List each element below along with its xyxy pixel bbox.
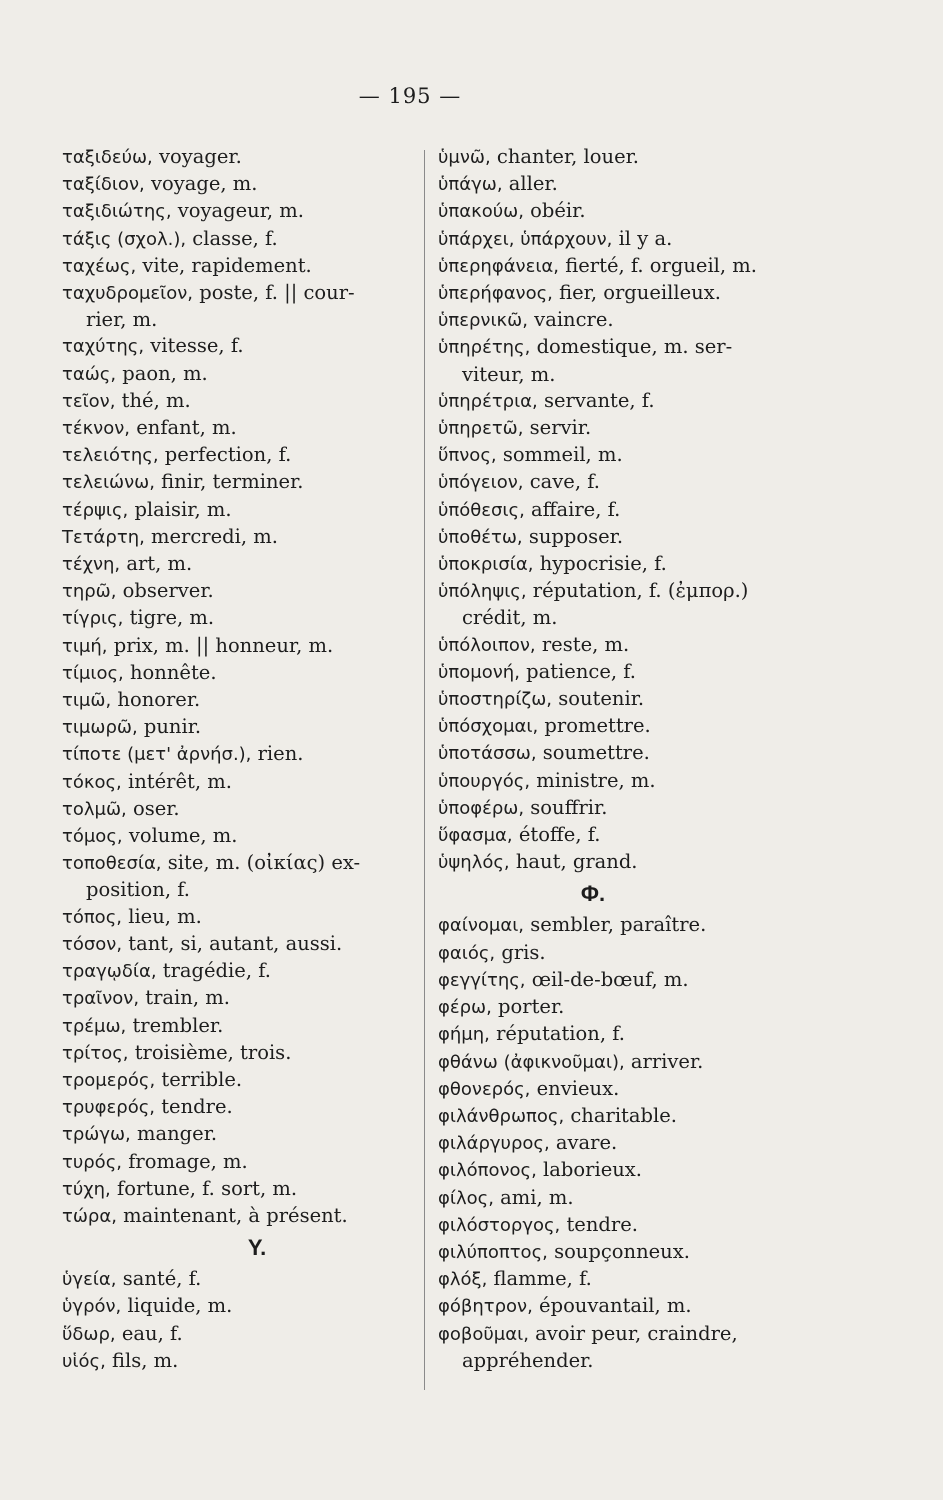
definition-continuation: rier, m. — [86, 308, 158, 332]
french-definition: vite, rapidement. — [142, 253, 312, 277]
greek-headword: τέρψις, — [62, 499, 129, 521]
french-definition: rien. — [257, 742, 304, 766]
greek-headword: τόπος, — [62, 906, 122, 928]
dictionary-entry — [438, 1049, 828, 1076]
dictionary-entry — [438, 415, 828, 442]
greek-headword: ταξίδιον, — [62, 174, 145, 196]
greek-headword: φήμη, — [438, 1024, 490, 1046]
dictionary-entry — [438, 1212, 828, 1239]
dictionary-entry — [438, 144, 828, 171]
dictionary-entry — [438, 280, 828, 307]
greek-headword: τάξις (σχολ.), — [62, 228, 187, 250]
greek-headword: ταξιδεύω, — [62, 147, 153, 168]
french-definition: tendre. — [161, 1095, 233, 1119]
greek-headword: ὑπόθεσις, — [438, 499, 525, 521]
dictionary-entry — [62, 1266, 412, 1293]
dictionary-entry — [438, 1076, 828, 1103]
french-definition: tant, si, autant, aussi. — [128, 931, 343, 955]
dictionary-entry — [62, 741, 412, 768]
greek-headword: τίποτε (μετ' ἀρνήσ.), — [62, 744, 252, 766]
greek-headword: ὑποκρισία, — [438, 554, 534, 576]
greek-headword: τηρῶ, — [62, 581, 117, 603]
right-column — [438, 144, 828, 1374]
dictionary-entry — [438, 388, 828, 415]
dictionary-entry — [438, 994, 828, 1021]
greek-headword: ταχέως, — [62, 255, 137, 277]
dictionary-entry — [62, 226, 412, 253]
dictionary-entry — [438, 1130, 828, 1157]
greek-headword: ὑποθέτω, — [438, 526, 523, 548]
dictionary-entry — [62, 253, 412, 280]
dictionary-entry — [438, 198, 828, 225]
dictionary-entry — [438, 334, 828, 387]
french-definition: charitable. — [570, 1103, 677, 1127]
french-definition: servante, f. — [543, 388, 655, 412]
french-definition: œil-de-bœuf, m. — [531, 967, 689, 991]
french-definition: tigre, m. — [129, 606, 215, 630]
dictionary-entry — [62, 280, 412, 333]
dictionary-entry — [62, 605, 412, 632]
greek-headword: ὑπηρέτρια, — [438, 390, 538, 412]
greek-headword: τυρός, — [62, 1151, 122, 1173]
dictionary-entry — [62, 1040, 412, 1067]
dictionary-entry — [438, 551, 828, 578]
greek-headword: ὑπερήφανος, — [438, 283, 553, 305]
french-definition: trembler. — [132, 1013, 224, 1037]
dictionary-entry — [62, 333, 412, 360]
french-definition: envieux. — [536, 1076, 620, 1100]
dictionary-entry — [62, 1293, 412, 1320]
greek-headword: τρώγω, — [62, 1124, 131, 1146]
greek-headword: τρέμω, — [62, 1015, 127, 1037]
dictionary-entry — [62, 769, 412, 796]
greek-headword: ὕδωρ, — [62, 1323, 116, 1345]
french-definition: train, m. — [145, 986, 230, 1010]
french-definition: soumettre. — [542, 741, 650, 765]
french-definition: perfection, f. — [164, 443, 292, 467]
french-definition: voyageur, m. — [177, 199, 304, 223]
french-definition: avoir peur, craindre, — [535, 1321, 738, 1345]
french-definition: cave, f. — [529, 470, 600, 494]
greek-headword: τελειότης, — [62, 445, 159, 467]
greek-headword: φοβοῦμαι, — [438, 1323, 529, 1345]
french-definition: patience, f. — [526, 659, 636, 683]
greek-headword: τολμῶ, — [62, 798, 127, 820]
french-definition: tragédie, f. — [162, 959, 271, 983]
french-definition: sommeil, m. — [502, 443, 623, 467]
french-definition: affaire, f. — [531, 497, 621, 521]
french-definition: laborieux. — [543, 1158, 642, 1182]
greek-headword: ὑπηρετῶ, — [438, 418, 524, 440]
dictionary-entry — [438, 469, 828, 496]
left-column — [62, 144, 412, 1375]
french-definition: liquide, m. — [127, 1294, 233, 1318]
dictionary-entry — [62, 1176, 412, 1203]
dictionary-entry — [438, 1321, 828, 1374]
greek-headword: τέχνη, — [62, 554, 121, 576]
french-definition: flamme, f. — [493, 1267, 592, 1291]
greek-headword: ὑγεία, — [62, 1269, 117, 1291]
french-definition: honnête. — [129, 660, 217, 684]
dictionary-entry — [438, 632, 828, 659]
french-definition: chanter, louer. — [496, 145, 639, 168]
dictionary-entry — [438, 940, 828, 967]
dictionary-entry — [438, 713, 828, 740]
greek-headword: ταχύτης, — [62, 336, 145, 358]
greek-headword: ὑπόσχομαι, — [438, 716, 539, 738]
french-definition: site, m. (οἰκίας) ex- — [167, 851, 361, 875]
greek-headword: φέρω, — [438, 997, 492, 1019]
dictionary-entry — [62, 1321, 412, 1348]
greek-headword: ταχυδρομεῖον, — [62, 283, 194, 305]
greek-headword: φίλος, — [438, 1187, 494, 1209]
french-definition: intérêt, m. — [127, 769, 232, 793]
section-letter-phi: Φ. — [580, 881, 606, 907]
greek-headword: ὑπόλοιπον, — [438, 634, 536, 656]
greek-headword: φλόξ, — [438, 1269, 488, 1291]
greek-headword: ὑπηρέτης, — [438, 337, 531, 359]
dictionary-entry — [62, 469, 412, 496]
french-definition: fierté, f. orgueil, m. — [565, 253, 757, 277]
french-definition: voyage, m. — [150, 172, 258, 196]
french-definition: porter. — [498, 995, 565, 1019]
french-definition: étoffe, f. — [518, 823, 601, 847]
dictionary-entry — [62, 985, 412, 1012]
dictionary-entry — [62, 1149, 412, 1176]
french-definition: hypocrisie, f. — [539, 552, 667, 576]
french-definition: troisième, trois. — [134, 1040, 292, 1064]
dictionary-entry — [438, 171, 828, 198]
greek-headword: φιλόπονος, — [438, 1160, 537, 1182]
dictionary-entry — [62, 958, 412, 985]
dictionary-entry — [62, 578, 412, 605]
dictionary-entry — [62, 551, 412, 578]
french-definition: souffrir. — [530, 795, 608, 819]
dictionary-entry — [438, 253, 828, 280]
section-letter-upsilon: Υ. — [247, 1235, 267, 1261]
greek-headword: ὑποτάσσω, — [438, 743, 537, 765]
french-definition: aller. — [508, 172, 558, 196]
greek-headword: ὑπόγειον, — [438, 472, 524, 494]
definition-continuation: viteur, m. — [462, 362, 556, 386]
greek-headword: τώρα, — [62, 1205, 117, 1227]
greek-headword: ὕφασμα, — [438, 825, 513, 847]
french-definition: plaisir, m. — [134, 497, 232, 521]
french-definition: servir. — [529, 416, 592, 440]
greek-headword: τόκος, — [62, 771, 122, 793]
greek-headword: τρίτος, — [62, 1042, 129, 1064]
french-definition: ministre, m. — [536, 768, 656, 792]
dictionary-entry — [438, 497, 828, 524]
greek-headword: τέκνον, — [62, 418, 131, 440]
left-section-entries — [62, 1266, 412, 1375]
greek-headword: τρομερός, — [62, 1069, 156, 1091]
column-divider — [424, 150, 425, 1390]
greek-headword: ταξιδιώτης, — [62, 201, 172, 223]
french-definition: fortune, f. sort, m. — [116, 1176, 298, 1200]
french-definition: observer. — [122, 579, 214, 603]
greek-headword: τεῖον, — [62, 390, 116, 412]
greek-headword: ὕπνος, — [438, 445, 497, 467]
french-definition: mercredi, m. — [151, 524, 278, 548]
dictionary-entry — [62, 660, 412, 687]
french-definition: thé, m. — [121, 388, 191, 412]
french-definition: soutenir. — [558, 687, 645, 711]
greek-headword: τραῖνον, — [62, 988, 140, 1010]
definition-continuation: crédit, m. — [462, 606, 558, 630]
dictionary-entry — [62, 1013, 412, 1040]
french-definition: obéir. — [530, 199, 586, 223]
french-definition: avare. — [555, 1131, 618, 1155]
greek-headword: τρυφερός, — [62, 1097, 156, 1119]
greek-headword: ὑπάγω, — [438, 174, 503, 196]
french-definition: il y a. — [618, 226, 673, 250]
dictionary-entry — [438, 524, 828, 551]
greek-headword: ὑπουργός, — [438, 770, 531, 792]
dictionary-entry — [438, 307, 828, 334]
french-definition: punir. — [143, 715, 202, 739]
greek-headword: φιλόστοργος, — [438, 1214, 561, 1236]
greek-headword: φόβητρον, — [438, 1296, 533, 1318]
dictionary-entry — [62, 904, 412, 931]
dictionary-entry — [62, 1067, 412, 1094]
dictionary-entry — [62, 796, 412, 823]
dictionary-entry — [438, 1239, 828, 1266]
greek-headword: ὑπόληψις, — [438, 581, 527, 603]
french-definition: oser. — [132, 796, 180, 820]
french-definition: sembler, paraître. — [530, 913, 707, 937]
french-definition: promettre. — [544, 714, 651, 738]
french-definition: fier, orgueilleux. — [559, 281, 721, 305]
french-definition: supposer. — [528, 524, 624, 548]
dictionary-entry — [438, 442, 828, 469]
greek-headword: φθάνω (ἀφικνοῦμαι), — [438, 1051, 625, 1073]
french-definition: lieu, m. — [128, 904, 202, 928]
dictionary-entry — [62, 415, 412, 442]
dictionary-entry — [62, 361, 412, 388]
greek-headword: τόμος, — [62, 826, 123, 848]
french-definition: vitesse, f. — [150, 334, 244, 358]
definition-continuation: appréhender. — [462, 1348, 594, 1372]
french-definition: domestique, m. ser- — [536, 335, 733, 359]
greek-headword: φιλάνθρωπος, — [438, 1105, 565, 1127]
greek-headword: φεγγίτης, — [438, 969, 526, 991]
french-definition: honorer. — [117, 688, 201, 712]
greek-headword: ὑπερνικῶ, — [438, 310, 528, 332]
french-definition: classe, f. — [192, 226, 278, 250]
french-definition: tendre. — [566, 1212, 638, 1236]
french-definition: finir, terminer. — [161, 470, 304, 494]
french-definition: eau, f. — [121, 1321, 183, 1345]
french-definition: fils, m. — [112, 1348, 179, 1372]
dictionary-entry — [62, 388, 412, 415]
dictionary-entry — [438, 795, 828, 822]
french-definition: art, m. — [126, 552, 193, 576]
french-definition: terrible. — [161, 1067, 243, 1091]
dictionary-entry — [62, 823, 412, 850]
greek-headword: τελειώνω, — [62, 472, 155, 494]
page-number: — 195 — — [358, 84, 462, 108]
dictionary-entry — [62, 931, 412, 958]
dictionary-entry — [438, 686, 828, 713]
right-entries — [438, 144, 828, 876]
greek-headword: ὑποφέρω, — [438, 797, 525, 819]
french-definition: prix, m. || honneur, m. — [113, 633, 334, 657]
dictionary-entry — [438, 967, 828, 994]
greek-headword: Τετάρτη, — [62, 526, 145, 548]
dictionary-entry — [62, 497, 412, 524]
french-definition: volume, m. — [128, 824, 238, 848]
french-definition: arriver. — [630, 1049, 704, 1073]
french-definition: manger. — [137, 1122, 218, 1146]
french-definition: soupçonneux. — [554, 1239, 690, 1263]
dictionary-entry — [438, 1157, 828, 1184]
greek-headword: τύχη, — [62, 1178, 111, 1200]
dictionary-entry — [62, 442, 412, 469]
french-definition: enfant, m. — [136, 416, 237, 440]
french-definition: gris. — [501, 940, 546, 964]
greek-headword: τοποθεσία, — [62, 853, 162, 875]
greek-headword: φαιός, — [438, 942, 496, 964]
french-definition: ami, m. — [500, 1185, 574, 1209]
dictionary-entry — [438, 822, 828, 849]
right-section-entries — [438, 912, 828, 1373]
greek-headword: ὑπακούω, — [438, 201, 524, 223]
french-definition: réputation, f. — [496, 1022, 625, 1046]
dictionary-entry — [438, 659, 828, 686]
greek-headword: φθονερός, — [438, 1078, 531, 1100]
dictionary-entry — [62, 1094, 412, 1121]
french-definition: vaincre. — [534, 308, 614, 332]
dictionary-entry — [62, 198, 412, 225]
greek-headword: ὑγρόν, — [62, 1296, 122, 1318]
greek-headword: τιμή, — [62, 635, 108, 657]
french-definition: reste, m. — [541, 632, 630, 656]
dictionary-entry — [438, 912, 828, 939]
greek-headword: ὑμνῶ, — [438, 147, 491, 168]
greek-headword: ὑπομονή, — [438, 661, 520, 683]
greek-headword: τίμιος, — [62, 662, 124, 684]
dictionary-entry — [438, 226, 828, 253]
greek-headword: φαίνομαι, — [438, 915, 525, 937]
greek-headword: ὑψηλός, — [438, 852, 510, 874]
greek-headword: τίγρις, — [62, 608, 124, 630]
dictionary-entry — [62, 1348, 412, 1375]
dictionary-entry — [62, 714, 412, 741]
greek-headword: τιμωρῶ, — [62, 717, 138, 739]
dictionary-entry — [438, 1021, 828, 1048]
greek-headword: τιμῶ, — [62, 690, 112, 712]
dictionary-entry — [438, 1266, 828, 1293]
french-definition: fromage, m. — [128, 1149, 248, 1173]
dictionary-entry — [438, 768, 828, 795]
dictionary-entry — [62, 687, 412, 714]
greek-headword: τραγῳδία, — [62, 961, 157, 983]
dictionary-entry — [438, 849, 828, 876]
dictionary-entry — [62, 633, 412, 660]
left-entries — [62, 144, 412, 1230]
dictionary-entry — [62, 1203, 412, 1230]
dictionary-entry — [438, 578, 828, 631]
dictionary-entry — [62, 144, 412, 171]
dictionary-entry — [62, 850, 412, 903]
greek-headword: ὑπάρχει, ὑπάρχουν, — [438, 228, 613, 250]
dictionary-entry — [438, 1103, 828, 1130]
greek-headword: ὑπερηφάνεια, — [438, 255, 560, 277]
french-definition: paon, m. — [122, 361, 208, 385]
dictionary-entry — [62, 171, 412, 198]
greek-headword: φιλύποπτος, — [438, 1241, 548, 1263]
dictionary-entry — [62, 1121, 412, 1148]
dictionary-entry — [438, 740, 828, 767]
french-definition: poste, f. || cour- — [199, 281, 355, 305]
greek-headword: φιλάργυρος, — [438, 1133, 550, 1155]
greek-headword: υἱός, — [62, 1350, 106, 1372]
french-definition: maintenant, à présent. — [123, 1203, 348, 1227]
dictionary-entry — [438, 1293, 828, 1320]
french-definition: réputation, f. (ἐμπορ.) — [532, 579, 749, 603]
definition-continuation: position, f. — [86, 878, 190, 902]
greek-headword: τόσον, — [62, 933, 123, 955]
french-definition: santé, f. — [122, 1267, 202, 1291]
french-definition: haut, grand. — [515, 850, 638, 874]
french-definition: épouvantail, m. — [539, 1294, 692, 1318]
dictionary-entry — [438, 1185, 828, 1212]
french-definition: voyager. — [159, 145, 242, 168]
greek-headword: ταώς, — [62, 363, 117, 385]
greek-headword: ὑποστηρίζω, — [438, 689, 553, 711]
dictionary-entry — [62, 524, 412, 551]
